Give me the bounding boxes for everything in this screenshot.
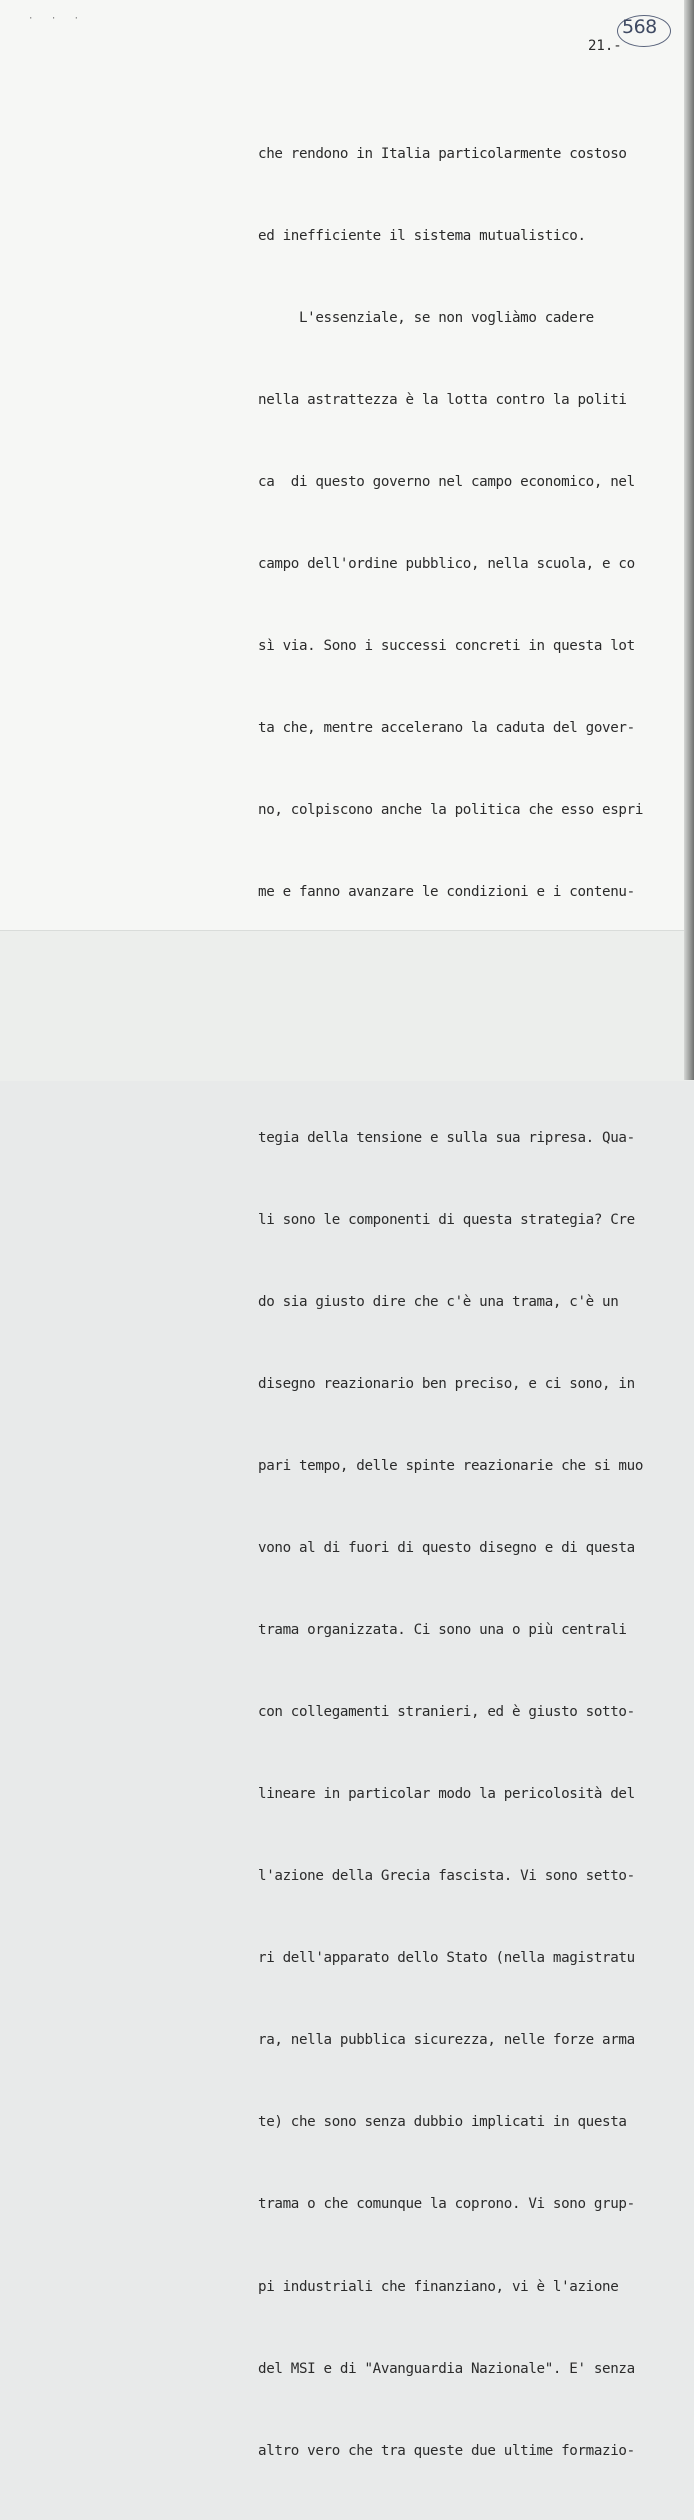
typewritten-text (258, 86, 673, 2520)
text-line: lineare in particolar modo la pericolosità del (258, 1786, 635, 1803)
text-line: che rendono in Italia particolarmente costoso (258, 145, 627, 162)
text-line: nella astrattezza è la lotta contro la politi (258, 391, 627, 408)
text-line: disegno reazionario ben preciso, e ci sono, in (258, 1376, 635, 1393)
text-line: campo dell'ordine pubblico, nella scuola, e co (258, 555, 635, 572)
text-line: altro vero che tra queste due ultime formazio- (258, 2442, 635, 2459)
archive-number: 568 (622, 16, 657, 38)
text-line: no, colpiscono anche la politica che esso espri (258, 801, 644, 818)
text-line: pi industriali che finanziano, vi è l'azione (258, 2278, 619, 2295)
text-line: del MSI e di "Avanguardia Nazionale". E' senza (258, 2360, 635, 2377)
paper-specks: · · · (28, 14, 86, 24)
text-line: do sia giusto dire che c'è una trama, c'è un (258, 1294, 619, 1311)
text-line: trama o che comunque la coprono. Vi sono grup- (258, 2196, 635, 2213)
page-number: 21.- (588, 38, 622, 54)
text-line: L'essenziale, se non vogliàmo cadere (258, 309, 594, 326)
text-line: li sono le componenti di questa strategia? Cre (258, 1212, 635, 1229)
text-line: te) che sono senza dubbio implicati in questa (258, 2114, 627, 2131)
text-line: ed inefficiente il sistema mutualistico. (258, 227, 586, 244)
text-line: sì via. Sono i successi concreti in questa lot (258, 637, 635, 654)
text-line: ri dell'apparato dello Stato (nella magistratu (258, 1950, 635, 1967)
text-line: ra, nella pubblica sicurezza, nelle forze arma (258, 2032, 635, 2049)
underlying-sheet (0, 930, 694, 1081)
text-line: trama organizzata. Ci sono una o più centrali (258, 1622, 627, 1639)
text-line: vono al di fuori di questo disegno e di questa (258, 1540, 635, 1557)
text-line: me e fanno avanzare le condizioni e i contenu- (258, 883, 635, 900)
text-line: con collegamenti stranieri, ed è giusto sotto- (258, 1704, 635, 1721)
text-line: tegia della tensione e sulla sua ripresa. Qua- (258, 1130, 635, 1147)
page-edge-shadow (684, 0, 694, 1080)
text-line: l'azione della Grecia fascista. Vi sono setto- (258, 1868, 635, 1885)
text-line: ca di questo governo nel campo economico, nel (258, 473, 635, 490)
text-line: ta che, mentre accelerano la caduta del gover- (258, 719, 635, 736)
text-line: pari tempo, delle spinte reazionarie che si muo (258, 1458, 644, 1475)
